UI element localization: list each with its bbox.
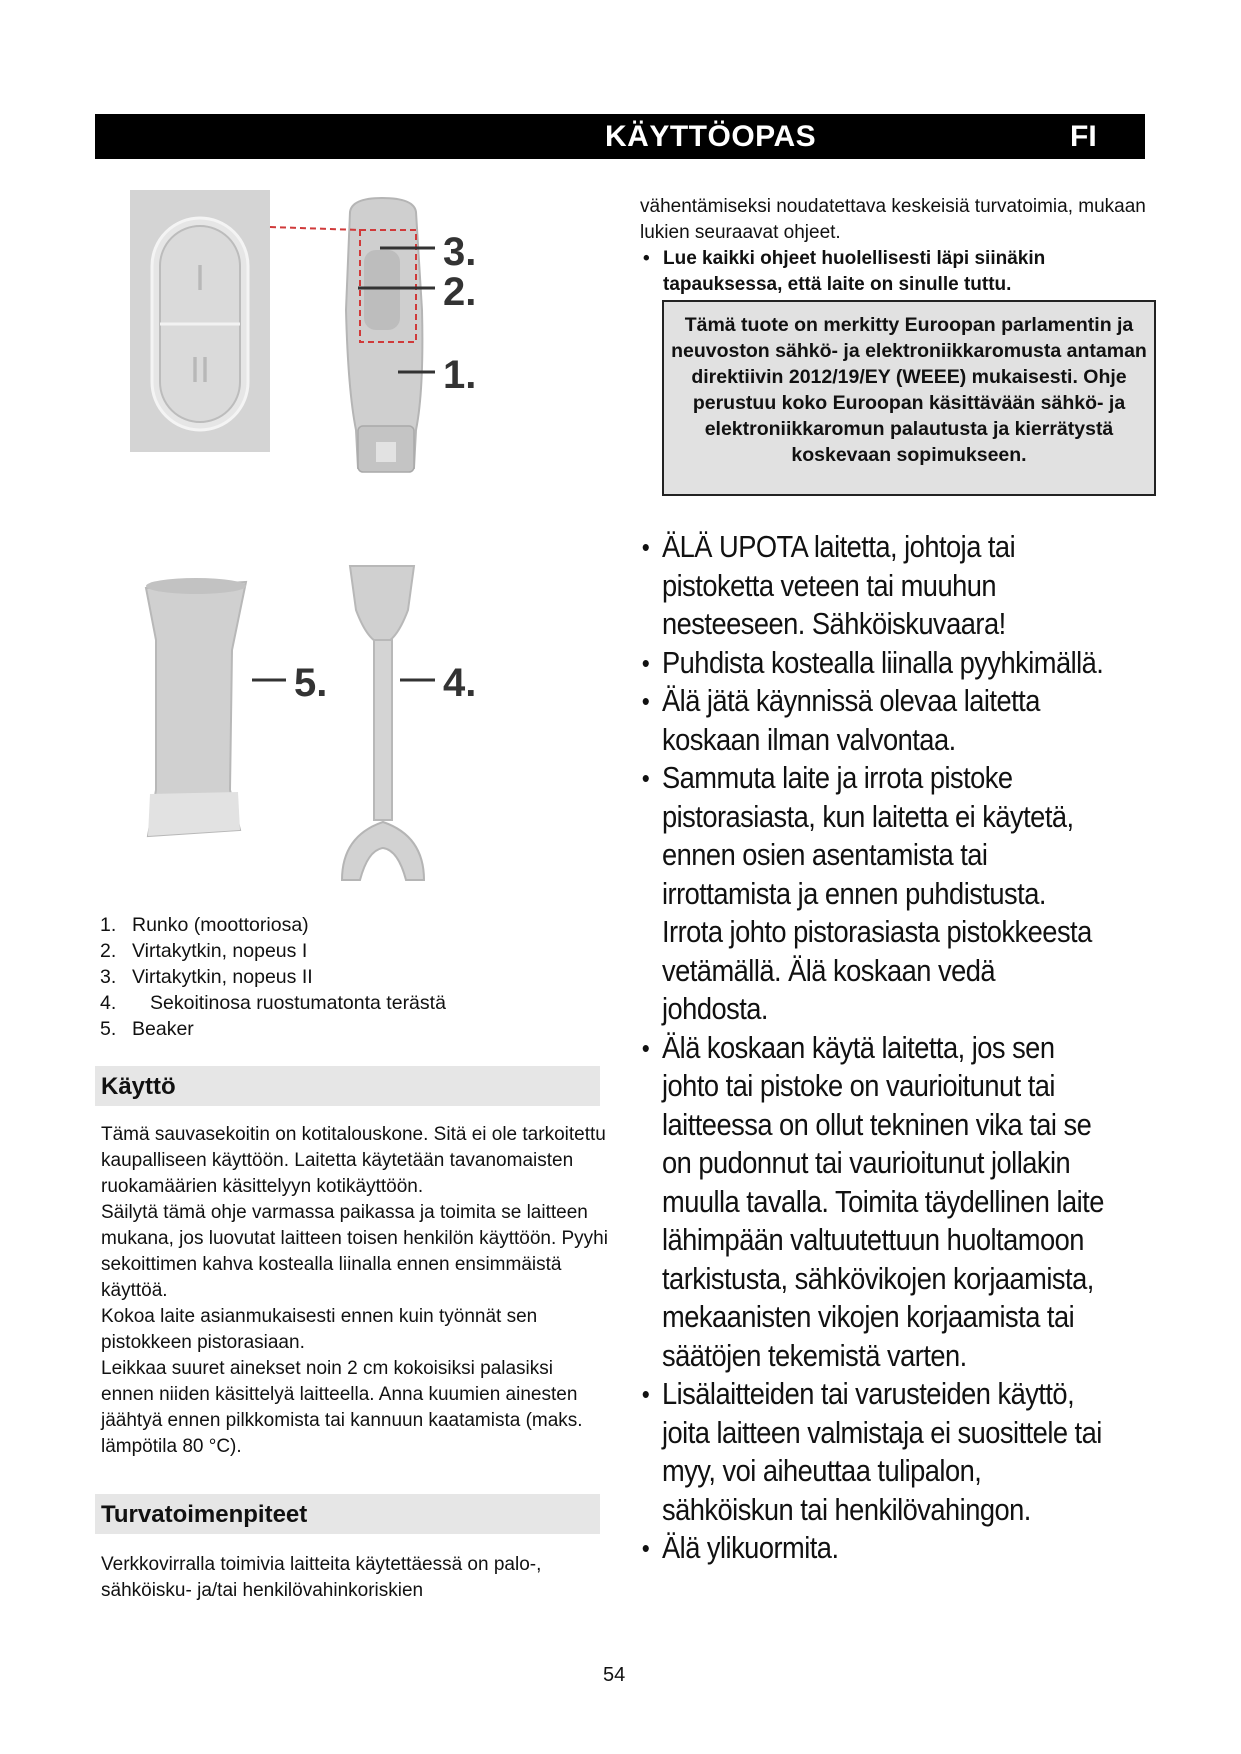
parts-list-item: 1. Runko (moottoriosa) (100, 914, 309, 936)
safety-intro-continued: vähentämiseksi noudatettava keskeisiä turvatoimia, mukaan lukien seuraavat ohjeet. • Lue kaikki ohjeet huolellisesti läpi siinäkin tapauksessa, että laite on sinulle tuttu. (640, 194, 1160, 298)
callout-3: 3. (443, 230, 477, 274)
beaker (146, 578, 246, 836)
callout-1: 1. (443, 353, 477, 397)
motor-body (270, 198, 422, 472)
callout-5: 5. (294, 661, 328, 705)
safety-bullet: • Puhdista kostealla liinalla pyyhkimällä. (640, 644, 1106, 683)
parts-list (100, 912, 446, 1042)
parts-list-item: 2. Virtakytkin, nopeus I (100, 940, 308, 962)
usage-paragraph: Tämä sauvasekoitin on kotitalouskone. Sitä ei ole tarkoitettu kaupalliseen käyttöön. Laitetta käytetään tavanomaisten ruokamäärien käsittelyyn kotikäyttöön. (101, 1124, 606, 1197)
safety-bullet: • Lisälaitteiden tai varusteiden käyttö, joita laitteen valmistaja ei suosittele tai myy, voi aiheuttaa tulipalon, sähköiskun tai henkilövahingon. (640, 1375, 1106, 1529)
header-bar (95, 114, 1145, 159)
safety-bullet-list (640, 528, 1106, 1568)
parts-list-item: 5. Beaker (100, 1018, 194, 1040)
speed1-label: I (194, 257, 206, 298)
page-number: 54 (603, 1664, 626, 1686)
safety-bullet: • ÄLÄ UPOTA laitetta, johtoja tai pistoketta veteen tai muuhun nesteeseen. Sähköiskuvaara! (640, 528, 1106, 644)
parts-list-item: 3. Virtakytkin, nopeus II (100, 966, 313, 988)
usage-text (101, 1122, 611, 1460)
weee-notice-box: Tämä tuote on merkitty Euroopan parlamentin ja neuvoston sähkö- ja elektroniikkaromusta antaman direktiivin 2012/19/EY (WEEE) mukaisesti. Ohje perustuu koko Euroopan käsittävään sähkö- ja elektroniikkaromun palautusta ja kierrätystä koskevaan sopimukseen. (662, 300, 1156, 496)
callout-4: 4. (443, 661, 477, 705)
usage-paragraph: Säilytä tämä ohje varmassa paikassa ja toimita se laitteen mukana, jos luovutat laitteen toisen henkilön käyttöön. Pyyhi sekoittimen kahva kostealla liinalla ennen ensimmäistä käyttöä. (101, 1202, 608, 1301)
safety-heading: Turvatoimenpiteet (95, 1494, 600, 1534)
safety-bullet: • Älä jätä käynnissä olevaa laitetta koskaan ilman valvontaa. (640, 682, 1106, 759)
safety-bullet: • Älä koskaan käytä laitetta, jos sen johto tai pistoke on vaurioitunut tai laitteessa on ollut tekninen vika tai se on pudonnut tai vaurioitunut jollakin muulla tavalla. Toimita täydellinen laite lähimpään valtuutettuun huoltamoon tarkistusta, sähkövikojen korjaamista, mekaanisten vikojen korjaamista tai säätöjen tekemistä varten. (640, 1029, 1106, 1376)
parts-list-item: 4. Sekoitinosa ruostumatonta terästä (100, 992, 446, 1014)
blending-shaft (342, 566, 424, 880)
product-illustration (130, 190, 560, 890)
safety-bullet: • Älä ylikuormita. (640, 1529, 1106, 1568)
callout-2: 2. (443, 270, 477, 314)
language-code: FI (1070, 120, 1097, 153)
speed2-label: II (189, 349, 211, 390)
usage-paragraph: Leikkaa suuret ainekset noin 2 cm kokoisiksi palasiksi ennen niiden käsittelyä laitteella. Anna kuumien ainesten jäähtyä ennen pilkkomista tai kannuun kaatamista (maks. lämpötila 80 °C). (101, 1358, 583, 1457)
bold-bullet: • Lue kaikki ohjeet huolellisesti läpi siinäkin tapauksessa, että laite on sinulle tuttu. (640, 246, 1160, 298)
page-title: KÄYTTÖOPAS (605, 120, 817, 153)
usage-paragraph: Kokoa laite asianmukaisesti ennen kuin työnnät sen pistokkeen pistorasiaan. (101, 1306, 538, 1353)
usage-heading: Käyttö (95, 1066, 600, 1106)
safety-intro: Verkkovirralla toimivia laitteita käytettäessä on palo-, sähköisku- ja/tai henkilövahinkoriskien (101, 1554, 542, 1601)
safety-bullet: • Sammuta laite ja irrota pistoke pistorasiasta, kun laitetta ei käytetä, ennen osien asentamista tai irrottamista ja ennen puhdistusta. Irrota johto pistorasiasta pistokkeesta vetämällä. Älä koskaan vedä johdosta. (640, 759, 1106, 1029)
switch-closeup (130, 190, 270, 452)
